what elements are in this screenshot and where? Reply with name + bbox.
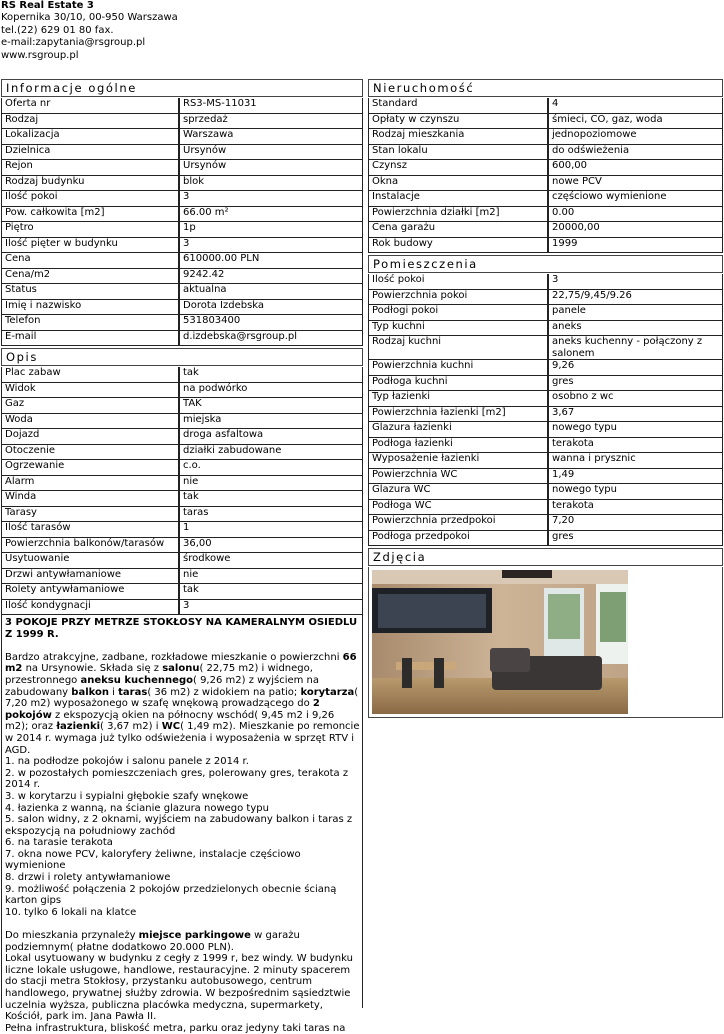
field-label-oferta-nr: Oferta nr <box>1 98 179 114</box>
field-label-powierzchnia-pokoi: Powierzchnia pokoi <box>368 290 548 306</box>
field-value-woda: miejska <box>179 414 363 430</box>
field-value-powierzchnia-lazienki-m2: 3,67 <box>548 407 723 423</box>
field-label-podloga-przedpokoi: Podłoga przedpokoi <box>368 531 548 547</box>
table-row <box>368 305 723 321</box>
table-row <box>1 367 363 383</box>
list-item: 1. na podłodze pokojów i salonu panele z 2014 r. <box>5 756 249 768</box>
field-value-tarasy: taras <box>179 507 363 523</box>
table-row <box>368 176 723 192</box>
field-value-glazura-lazienki: nowego typu <box>548 422 723 438</box>
field-value-podloga-przedpokoi: gres <box>548 531 723 547</box>
field-value-podloga-wc: terakota <box>548 500 723 516</box>
field-label-rejon: Rejon <box>1 160 179 176</box>
description-summary: Pełna infrastruktura, bliskość metra, parku oraz jedyny taki taras na <box>5 1022 346 1034</box>
table-row <box>1 522 363 538</box>
table-row <box>368 422 723 438</box>
list-item: 2. w pozostałych pomieszczeniach gres, polerowany gres, terakota z 2014 r. <box>5 767 349 791</box>
field-value-rejon: Ursynów <box>179 160 363 176</box>
table-row <box>1 476 363 492</box>
field-label-gaz: Gaz <box>1 398 179 414</box>
list-item: 10. tylko 6 lokali na klatce <box>5 906 137 918</box>
table-row <box>1 398 363 414</box>
field-value-typ-lazienki: osobno z wc <box>548 391 723 407</box>
field-value-rodzaj-budynku: blok <box>179 176 363 192</box>
field-label-telefon: Telefon <box>1 315 179 331</box>
field-value-powierzchnia-balkonow-tarasow: 36,00 <box>179 538 363 554</box>
field-label-ogrzewanie: Ogrzewanie <box>1 460 179 476</box>
field-value-ilosc-pokoi: 3 <box>548 274 723 290</box>
field-label-glazura-lazienki: Glazura łazienki <box>368 422 548 438</box>
table-row <box>1 414 363 430</box>
list-item: 8. drzwi i rolety antywłamaniowe <box>5 872 171 884</box>
field-label-plac-zabaw: Plac zabaw <box>1 367 179 383</box>
table-row <box>1 145 363 161</box>
table-row <box>368 98 723 114</box>
table-row <box>1 191 363 207</box>
section-rooms-title: Pomieszczenia <box>368 255 723 273</box>
field-label-wyposazenie-lazienki: Wyposażenie łazienki <box>368 453 548 469</box>
field-value-cena-garazu: 20000,00 <box>548 222 723 238</box>
table-row <box>1 253 363 269</box>
field-value-oplaty-w-czynszu: śmieci, CO, gaz, woda <box>548 114 723 130</box>
table-row <box>368 145 723 161</box>
field-label-rodzaj-budynku: Rodzaj budynku <box>1 176 179 192</box>
field-label-ilosc-pokoi: Ilość pokoi <box>368 274 548 290</box>
table-row <box>1 445 363 461</box>
description-location: Lokal usytuowany w budynku z cegły z 1999 r, bez windy. W budynku liczne lokale usługowe, handlowe, restauracyjne. 2 minuty spacerem do stacji metra Stokłosy, przystanku autobusowego, centrum handlowego, prywatnej służby zdrowia. W bezpośrednim sąsiedztwie uczelnia wyższa, publiczna placówka medyczna, supermarkety, Kościół, park im. Jana Pawła II. <box>5 953 353 1023</box>
table-row <box>368 114 723 130</box>
field-label-dojazd: Dojazd <box>1 429 179 445</box>
field-value-rolety-antywlamaniowe: tak <box>179 584 363 600</box>
field-value-powierzchnia-przedpokoi: 7,20 <box>548 515 723 531</box>
company-phone: tel.(22) 629 01 80 fax. <box>1 24 114 36</box>
property-description <box>1 615 363 1034</box>
field-label-glazura-wc: Glazura WC <box>368 484 548 500</box>
table-row <box>368 469 723 485</box>
photo-gallery <box>368 567 723 718</box>
field-value-oferta-nr: RS3-MS-11031 <box>179 98 363 114</box>
field-value-powierzchnia-pokoi: 22,75/9,45/9.26 <box>548 290 723 306</box>
field-value-cena-m2: 9242.42 <box>179 269 363 285</box>
field-value-cena: 610000.00 PLN <box>179 253 363 269</box>
field-label-podloga-lazienki: Podłoga łazienki <box>368 438 548 454</box>
field-value-lokalizacja: Warszawa <box>179 129 363 145</box>
table-row <box>1 429 363 445</box>
table-row <box>1 538 363 554</box>
field-label-imie-i-nazwisko: Imię i nazwisko <box>1 300 179 316</box>
field-label-powierzchnia-wc: Powierzchnia WC <box>368 469 548 485</box>
field-value-glazura-wc: nowego typu <box>548 484 723 500</box>
field-label-instalacje: Instalacje <box>368 191 548 207</box>
field-label-typ-kuchni: Typ kuchni <box>368 321 548 337</box>
field-value-powierzchnia-wc: 1,49 <box>548 469 723 485</box>
table-row <box>368 376 723 392</box>
field-value-rodzaj-kuchni: aneks kuchenny - połączony z salonem <box>548 336 723 360</box>
field-label-drzwi-antywlamaniowe: Drzwi antywłamaniowe <box>1 569 179 585</box>
list-item: 4. łazienka z wanną, na ścianie glazura nowego typu <box>5 802 269 814</box>
field-value-pow-calkowita-m2: 66.00 m² <box>179 207 363 223</box>
table-row <box>368 391 723 407</box>
field-label-ilosc-pieter-w-budynku: Ilość pięter w budynku <box>1 238 179 254</box>
company-name: RS Real Estate 3 <box>1 0 94 11</box>
property-table <box>368 98 723 253</box>
field-value-gaz: TAK <box>179 398 363 414</box>
field-value-ilosc-pieter-w-budynku: 3 <box>179 238 363 254</box>
field-label-rodzaj-kuchni: Rodzaj kuchni <box>368 336 548 360</box>
field-value-podloga-lazienki: terakota <box>548 438 723 454</box>
table-row <box>368 222 723 238</box>
field-label-powierzchnia-przedpokoi: Powierzchnia przedpokoi <box>368 515 548 531</box>
field-value-powierzchnia-kuchni: 9,26 <box>548 360 723 376</box>
field-label-ilosc-tarasow: Ilość tarasów <box>1 522 179 538</box>
field-value-instalacje: częściowo wymienione <box>548 191 723 207</box>
field-label-podlogi-pokoi: Podłogi pokoi <box>368 305 548 321</box>
table-row <box>1 160 363 176</box>
field-label-lokalizacja: Lokalizacja <box>1 129 179 145</box>
table-row <box>1 491 363 507</box>
field-label-standard: Standard <box>368 98 548 114</box>
field-label-oplaty-w-czynszu: Opłaty w czynszu <box>368 114 548 130</box>
field-label-dzielnica: Dzielnica <box>1 145 179 161</box>
field-label-alarm: Alarm <box>1 476 179 492</box>
field-label-otoczenie: Otoczenie <box>1 445 179 461</box>
field-value-drzwi-antywlamaniowe: nie <box>179 569 363 585</box>
section-general-title: Informacje ogólne <box>1 79 363 97</box>
table-row <box>368 238 723 254</box>
field-label-stan-lokalu: Stan lokalu <box>368 145 548 161</box>
field-label-tarasy: Tarasy <box>1 507 179 523</box>
field-label-powierzchnia-dzialki-m2: Powierzchnia działki [m2] <box>368 207 548 223</box>
field-label-cena: Cena <box>1 253 179 269</box>
field-label-podloga-wc: Podłoga WC <box>368 500 548 516</box>
field-label-widok: Widok <box>1 383 179 399</box>
field-label-rodzaj-mieszkania: Rodzaj mieszkania <box>368 129 548 145</box>
field-value-telefon: 531803400 <box>179 315 363 331</box>
table-row <box>368 321 723 337</box>
field-label-powierzchnia-kuchni: Powierzchnia kuchni <box>368 360 548 376</box>
field-label-powierzchnia-lazienki-m2: Powierzchnia łazienki [m2] <box>368 407 548 423</box>
section-photos-title: Zdjęcia <box>368 548 723 566</box>
table-row <box>1 460 363 476</box>
field-label-rolety-antywlamaniowe: Rolety antywłamaniowe <box>1 584 179 600</box>
rooms-table <box>368 274 723 546</box>
field-value-imie-i-nazwisko: Dorota Izdebska <box>179 300 363 316</box>
field-value-stan-lokalu: do odświeżenia <box>548 145 723 161</box>
field-label-powierzchnia-balkonow-tarasow: Powierzchnia balkonów/tarasów <box>1 538 179 554</box>
field-label-ilosc-kondygnacji: Ilość kondygnacji <box>1 600 179 616</box>
field-value-rok-budowy: 1999 <box>548 238 723 254</box>
field-label-okna: Okna <box>368 176 548 192</box>
field-label-podloga-kuchni: Podłoga kuchni <box>368 376 548 392</box>
table-row <box>368 336 723 360</box>
company-email[interactable]: e-mail:zapytania@rsgroup.pl <box>1 37 146 49</box>
table-row <box>1 129 363 145</box>
table-row <box>1 176 363 192</box>
field-label-e-mail: E-mail <box>1 331 179 347</box>
field-value-ogrzewanie: c.o. <box>179 460 363 476</box>
description-headline: 3 POKOJE PRZY METRZE STOKŁOSY NA KAMERALNYM OSIEDLU Z 1999 R. <box>5 617 358 640</box>
field-label-woda: Woda <box>1 414 179 430</box>
table-row <box>1 269 363 285</box>
table-row <box>1 383 363 399</box>
table-row <box>368 360 723 376</box>
field-label-cena-m2: Cena/m2 <box>1 269 179 285</box>
field-label-winda: Winda <box>1 491 179 507</box>
table-row <box>1 284 363 300</box>
field-value-ilosc-kondygnacji: 3 <box>179 600 363 616</box>
field-value-powierzchnia-dzialki-m2: 0.00 <box>548 207 723 223</box>
field-value-ilosc-pokoi: 3 <box>179 191 363 207</box>
table-row <box>368 484 723 500</box>
table-row <box>368 290 723 306</box>
field-value-plac-zabaw: tak <box>179 367 363 383</box>
field-value-okna: nowe PCV <box>548 176 723 192</box>
field-value-pietro: 1p <box>179 222 363 238</box>
field-value-podlogi-pokoi: panele <box>548 305 723 321</box>
table-row <box>368 515 723 531</box>
table-row <box>368 129 723 145</box>
list-item: 6. na tarasie terakota <box>5 837 113 849</box>
field-label-cena-garazu: Cena garażu <box>368 222 548 238</box>
table-row <box>1 114 363 130</box>
list-item: 5. salon widny, z 2 oknami, wyjściem na zabudowany balkon i taras z ekspozycją na południowy zachód <box>5 814 353 837</box>
table-row <box>368 453 723 469</box>
field-label-pow-calkowita-m2: Pow. całkowita [m2] <box>1 207 179 223</box>
field-label-pietro: Piętro <box>1 222 179 238</box>
table-row <box>1 315 363 331</box>
description-parking: Do mieszkania przynależy miejsce parkingowe w garażu podziemnym( płatne dodatkowo 20.000 PLN). <box>5 930 300 953</box>
list-item: 3. w korytarzu i sypialni głębokie szafy wnękowe <box>5 790 249 802</box>
table-row <box>368 207 723 223</box>
table-row <box>368 438 723 454</box>
field-value-dzielnica: Ursynów <box>179 145 363 161</box>
company-website[interactable]: www.rsgroup.pl <box>1 49 79 61</box>
apartment-photo[interactable] <box>372 570 628 714</box>
table-row <box>1 600 363 616</box>
field-value-alarm: nie <box>179 476 363 492</box>
field-value-standard: 4 <box>548 98 723 114</box>
field-label-status: Status <box>1 284 179 300</box>
description-list <box>5 756 360 918</box>
table-row <box>368 531 723 547</box>
table-row <box>1 331 363 347</box>
list-item: 7. okna nowe PCV, kaloryfery żeliwne, instalacje częściowo wymienione <box>5 848 301 872</box>
description-paragraph: Bardzo atrakcyjne, zadbane, rozkładowe mieszkanie o powierzchni 66 m2 na Ursynowie. Składa się z salonu( 22,75 m2) i widnego, przestronnego aneksu kuchennego( 9,26 m2) z wyjściem na zabudowany balkon i taras( 36 m2) z widokiem na patio; korytarza( 7,20 m2) wyposażonego w szafę wnękową prowadzącego do 2 pokojów z ekspozycją okien na północny wschód( 9,45 m2 i 9,26 m2); oraz łazienki( 3,67 m2) i WC( 1,49 m2). Mieszkanie po remoncie w 2014 r. wymaga już tylko odświeżenia i wyposażenia w sprzęt RTV i AGD. <box>5 651 360 756</box>
field-label-czynsz: Czynsz <box>368 160 548 176</box>
table-row <box>1 569 363 585</box>
table-row <box>368 160 723 176</box>
company-address: Kopernika 30/10, 00-950 Warszawa <box>1 12 178 24</box>
right-column <box>368 79 723 718</box>
table-row <box>1 584 363 600</box>
list-item: 9. możliwość połączenia 2 pokojów przedzielonych obecnie ścianą karton gips <box>5 883 337 907</box>
field-label-rodzaj: Rodzaj <box>1 114 179 130</box>
general-info-table <box>1 98 363 346</box>
field-value-czynsz: 600,00 <box>548 160 723 176</box>
field-value-widok: na podwórko <box>179 383 363 399</box>
table-row <box>1 507 363 523</box>
table-row <box>1 207 363 223</box>
table-row <box>1 222 363 238</box>
living-room-image <box>372 570 628 714</box>
section-property-title: Nieruchomość <box>368 79 723 97</box>
section-opis-title: Opis <box>1 348 363 366</box>
table-row <box>368 274 723 290</box>
field-value-wyposazenie-lazienki: wanna i prysznic <box>548 453 723 469</box>
field-value-rodzaj: sprzedaż <box>179 114 363 130</box>
field-value-dojazd: droga asfaltowa <box>179 429 363 445</box>
field-value-rodzaj-mieszkania: jednopoziomowe <box>548 129 723 145</box>
field-value-otoczenie: działki zabudowane <box>179 445 363 461</box>
table-row <box>368 500 723 516</box>
table-row <box>1 238 363 254</box>
table-row <box>368 407 723 423</box>
field-label-usytuowanie: Usytuowanie <box>1 553 179 569</box>
table-row <box>1 98 363 114</box>
table-row <box>368 191 723 207</box>
table-row <box>1 300 363 316</box>
opis-table <box>1 367 363 615</box>
field-value-e-mail[interactable]: d.izdebska@rsgroup.pl <box>179 331 363 347</box>
field-value-podloga-kuchni: gres <box>548 376 723 392</box>
table-row <box>1 553 363 569</box>
field-value-typ-kuchni: aneks <box>548 321 723 337</box>
field-value-status: aktualna <box>179 284 363 300</box>
field-value-usytuowanie: środkowe <box>179 553 363 569</box>
field-value-winda: tak <box>179 491 363 507</box>
field-label-rok-budowy: Rok budowy <box>368 238 548 254</box>
field-label-ilosc-pokoi: Ilość pokoi <box>1 191 179 207</box>
field-label-typ-lazienki: Typ łazienki <box>368 391 548 407</box>
field-value-ilosc-tarasow: 1 <box>179 522 363 538</box>
left-column <box>1 79 363 1034</box>
agency-header <box>1 0 178 62</box>
